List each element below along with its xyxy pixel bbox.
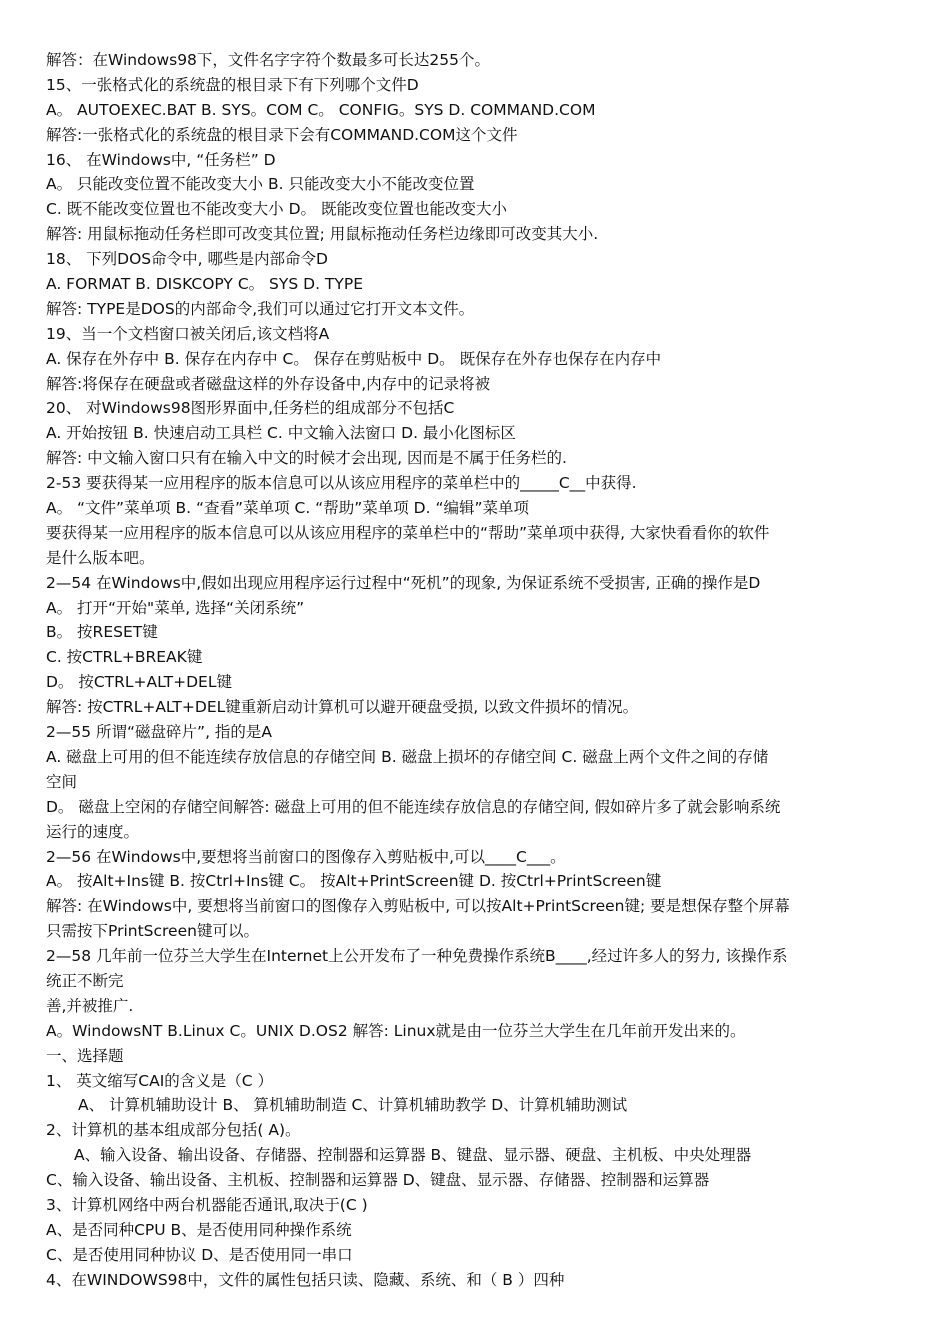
question-line: 16、 在Windows中, “任务栏” D (46, 150, 276, 169)
question-line: 2—58 几年前一位芬兰大学生在Internet上公开发布了一种免费操作系统B____,经过许多人的努力, 该操作系 (46, 947, 788, 966)
options-line: A。 AUTOEXEC.BAT B. SYS。COM C。 CONFIG。SYS D. COMMAND.COM (46, 100, 596, 119)
question-line: 2—54 在Windows中,假如出现应用程序运行过程中“死机”的现象, 为保证系统不受损害, 正确的操作是D (46, 573, 761, 592)
options-line: A。WindowsNT B.Linux C。UNIX D.OS2 解答: Linux就是由一位芬兰大学生在几年前开发出来的。 (46, 1021, 746, 1040)
options-line: B。 按RESET键 (46, 623, 158, 642)
options-line: 空间 (46, 772, 78, 791)
answer-line: 是什么版本吧。 (46, 548, 155, 567)
document-page (46, 48, 906, 1293)
options-line: D。 按CTRL+ALT+DEL键 (46, 673, 232, 692)
options-line: A. FORMAT B. DISKCOPY C。 SYS D. TYPE (46, 275, 364, 294)
question-line: 3、计算机网络中两台机器能否通讯,取决于(C ) (46, 1195, 368, 1214)
options-line: A. 磁盘上可用的但不能连续存放信息的存储空间 B. 磁盘上损坏的存储空间 C. 磁盘上两个文件之间的存储 (46, 747, 769, 766)
options-line: D。 磁盘上空闲的存储空间解答: 磁盘上可用的但不能连续存放信息的存储空间, 假如碎片多了就会影响系统 (46, 797, 781, 816)
answer-line: 解答: 在Windows中, 要想将当前窗口的图像存入剪贴板中, 可以按Alt+PrintScreen键; 要是想保存整个屏幕 (46, 897, 790, 916)
answer-line: 解答: 中文输入窗口只有在输入中文的时候才会出现, 因而是不属于任务栏的. (46, 449, 567, 468)
answer-line: 解答:将保存在硬盘或者磁盘这样的外存设备中,内存中的记录将被 (46, 374, 491, 393)
options-line: A。 “文件”菜单项 B. “查看”菜单项 C. “帮助”菜单项 D. “编辑”菜单项 (46, 499, 530, 518)
options-line: C、输入设备、输出设备、主机板、控制器和运算器 D、键盘、显示器、存储器、控制器和运算器 (46, 1171, 710, 1190)
question-line: 18、 下列DOS命令中, 哪些是内部命令D (46, 250, 328, 269)
question-line: 20、 对Windows98图形界面中,任务栏的组成部分不包括C (46, 399, 455, 418)
options-line: A、是否同种CPU B、是否使用同种操作系统 (46, 1220, 352, 1239)
question-line: 4、在WINDOWS98中，文件的属性包括只读、隐藏、系统、和（ B ）四种 (46, 1270, 565, 1289)
question-line: 2-53 要获得某一应用程序的版本信息可以从该应用程序的菜单栏中的_____C__中获得. (46, 474, 637, 493)
options-line: A。 按Alt+Ins键 B. 按Ctrl+Ins键 C。 按Alt+PrintScreen键 D. 按Ctrl+PrintScreen键 (46, 872, 662, 891)
options-line: A、 计算机辅助设计 B、 算机辅助制造 C、计算机辅助教学 D、计算机辅助测试 (78, 1096, 628, 1115)
options-line: A. 开始按钮 B. 快速启动工具栏 C. 中文输入法窗口 D. 最小化图标区 (46, 424, 516, 443)
answer-line: 运行的速度。 (46, 822, 140, 841)
answer-line: 解答:一张格式化的系统盘的根目录下会有COMMAND.COM这个文件 (46, 125, 518, 144)
options-line: C. 按CTRL+BREAK键 (46, 648, 203, 667)
question-line: 19、当一个文档窗口被关闭后,该文档将A (46, 324, 330, 343)
section-heading: 一、选择题 (46, 1046, 124, 1065)
question-line: 善,并被推广. (46, 996, 134, 1015)
answer-line: 解答: 按CTRL+ALT+DEL键重新启动计算机可以避开硬盘受损, 以致文件损坏的情况。 (46, 698, 639, 717)
options-line: C、是否使用同种协议 D、是否使用同一串口 (46, 1245, 353, 1264)
question-line: 统正不断完 (46, 971, 124, 990)
question-line: 15、一张格式化的系统盘的根目录下有下列哪个文件D (46, 75, 419, 94)
question-line: 2—56 在Windows中,要想将当前窗口的图像存入剪贴板中,可以____C___。 (46, 847, 566, 866)
options-line: A. 保存在外存中 B. 保存在内存中 C。 保存在剪贴板中 D。 既保存在外存也保存在内存中 (46, 349, 662, 368)
options-line: C. 既不能改变位置也不能改变大小 D。 既能改变位置也能改变大小 (46, 200, 507, 219)
options-line: A、输入设备、输出设备、存储器、控制器和运算器 B、键盘、显示器、硬盘、主机板、中央处理器 (74, 1146, 752, 1165)
options-line: A。 只能改变位置不能改变大小 B. 只能改变大小不能改变位置 (46, 175, 475, 194)
answer-line: 只需按下PrintScreen键可以。 (46, 922, 259, 941)
options-line: A。 打开“开始"菜单, 选择“关闭系统” (46, 598, 305, 617)
answer-line: 解答: 用鼠标拖动任务栏即可改变其位置; 用鼠标拖动任务栏边缘即可改变其大小. (46, 225, 599, 244)
question-line: 2、计算机的基本组成部分包括( A)。 (46, 1121, 301, 1140)
question-line: 1、 英文缩写CAI的含义是（C ） (46, 1071, 274, 1090)
answer-line: 解答: TYPE是DOS的内部命令,我们可以通过它打开文本文件。 (46, 299, 475, 318)
answer-line: 要获得某一应用程序的版本信息可以从该应用程序的菜单栏中的“帮助”菜单项中获得, 大家快看看你的软件 (46, 523, 770, 542)
text-line: 解答：在Windows98下，文件名字字符个数最多可长达255个。 (46, 51, 490, 69)
question-line: 2—55 所谓“磁盘碎片”, 指的是A (46, 723, 273, 742)
